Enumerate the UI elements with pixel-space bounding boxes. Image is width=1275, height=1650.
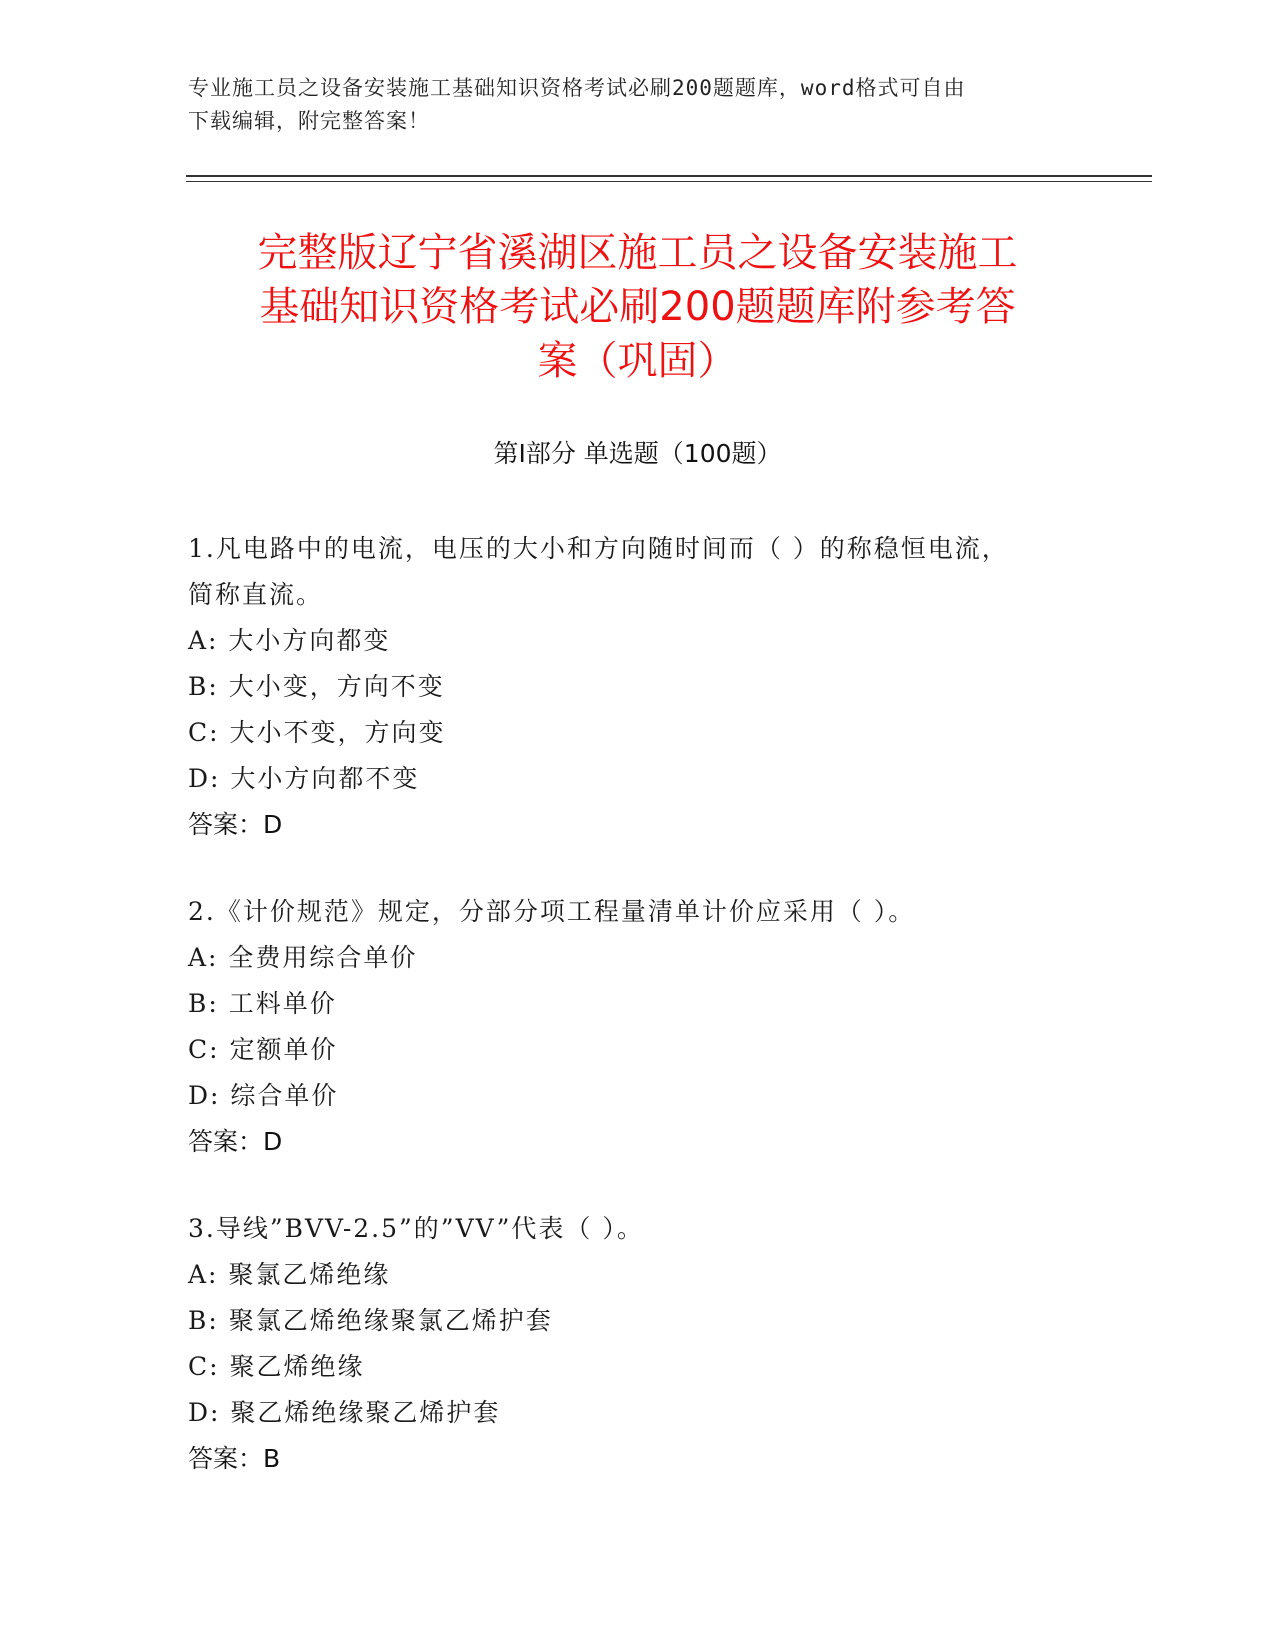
- option-a: A: 聚氯乙烯绝缘: [188, 1260, 391, 1289]
- title-line: 完整版辽宁省溪湖区施工员之设备安装施工: [257, 230, 1018, 276]
- header-note-line: 下载编辑，附完整答案！: [188, 109, 430, 133]
- option-b: B: 大小变，方向不变: [188, 672, 445, 701]
- question-stem-line: 2.《计价规范》规定，分部分项工程量清单计价应采用（ ）。: [188, 897, 916, 926]
- answer-label: 答案：D: [188, 810, 283, 839]
- question-item: [188, 526, 1088, 848]
- header-divider-thin: [186, 181, 1152, 182]
- option-a: A: 全费用综合单价: [188, 943, 418, 972]
- header-note: [188, 72, 1088, 138]
- document-title: [160, 226, 1115, 388]
- title-line: 案（巩固）: [537, 338, 738, 384]
- question-stem-line: 1.凡电路中的电流，电压的大小和方向随时间而（ ）的称稳恒电流，: [188, 534, 1009, 563]
- option-c: C: 聚乙烯绝缘: [188, 1352, 365, 1381]
- answer-label: 答案：D: [188, 1127, 283, 1156]
- option-c: C: 大小不变，方向变: [188, 718, 446, 747]
- answer-label: 答案：B: [188, 1444, 281, 1473]
- option-d: D: 综合单价: [188, 1081, 339, 1110]
- option-b: B: 工料单价: [188, 989, 337, 1018]
- option-c: C: 定额单价: [188, 1035, 338, 1064]
- question-item: [188, 1206, 1088, 1482]
- header-divider: [186, 175, 1152, 177]
- option-a: A: 大小方向都变: [188, 626, 391, 655]
- question-stem-line: 3.导线”BVV-2.5”的”VV”代表（ ）。: [188, 1214, 644, 1243]
- question-stem: [188, 1206, 1088, 1252]
- header-note-line: 专业施工员之设备安装施工基础知识资格考试必刷200题题库，word格式可自由: [188, 76, 966, 100]
- section-heading: 第Ⅰ部分 单选题（100题）: [493, 439, 782, 468]
- option-d: D: 大小方向都不变: [188, 764, 420, 793]
- question-stem: [188, 526, 1088, 618]
- question-stem: [188, 889, 1088, 935]
- option-b: B: 聚氯乙烯绝缘聚氯乙烯护套: [188, 1306, 553, 1335]
- option-d: D: 聚乙烯绝缘聚乙烯护套: [188, 1398, 501, 1427]
- question-stem-line: 简称直流。: [188, 580, 324, 609]
- question-item: [188, 889, 1088, 1165]
- title-line: 基础知识资格考试必刷200题题库附参考答: [259, 284, 1016, 330]
